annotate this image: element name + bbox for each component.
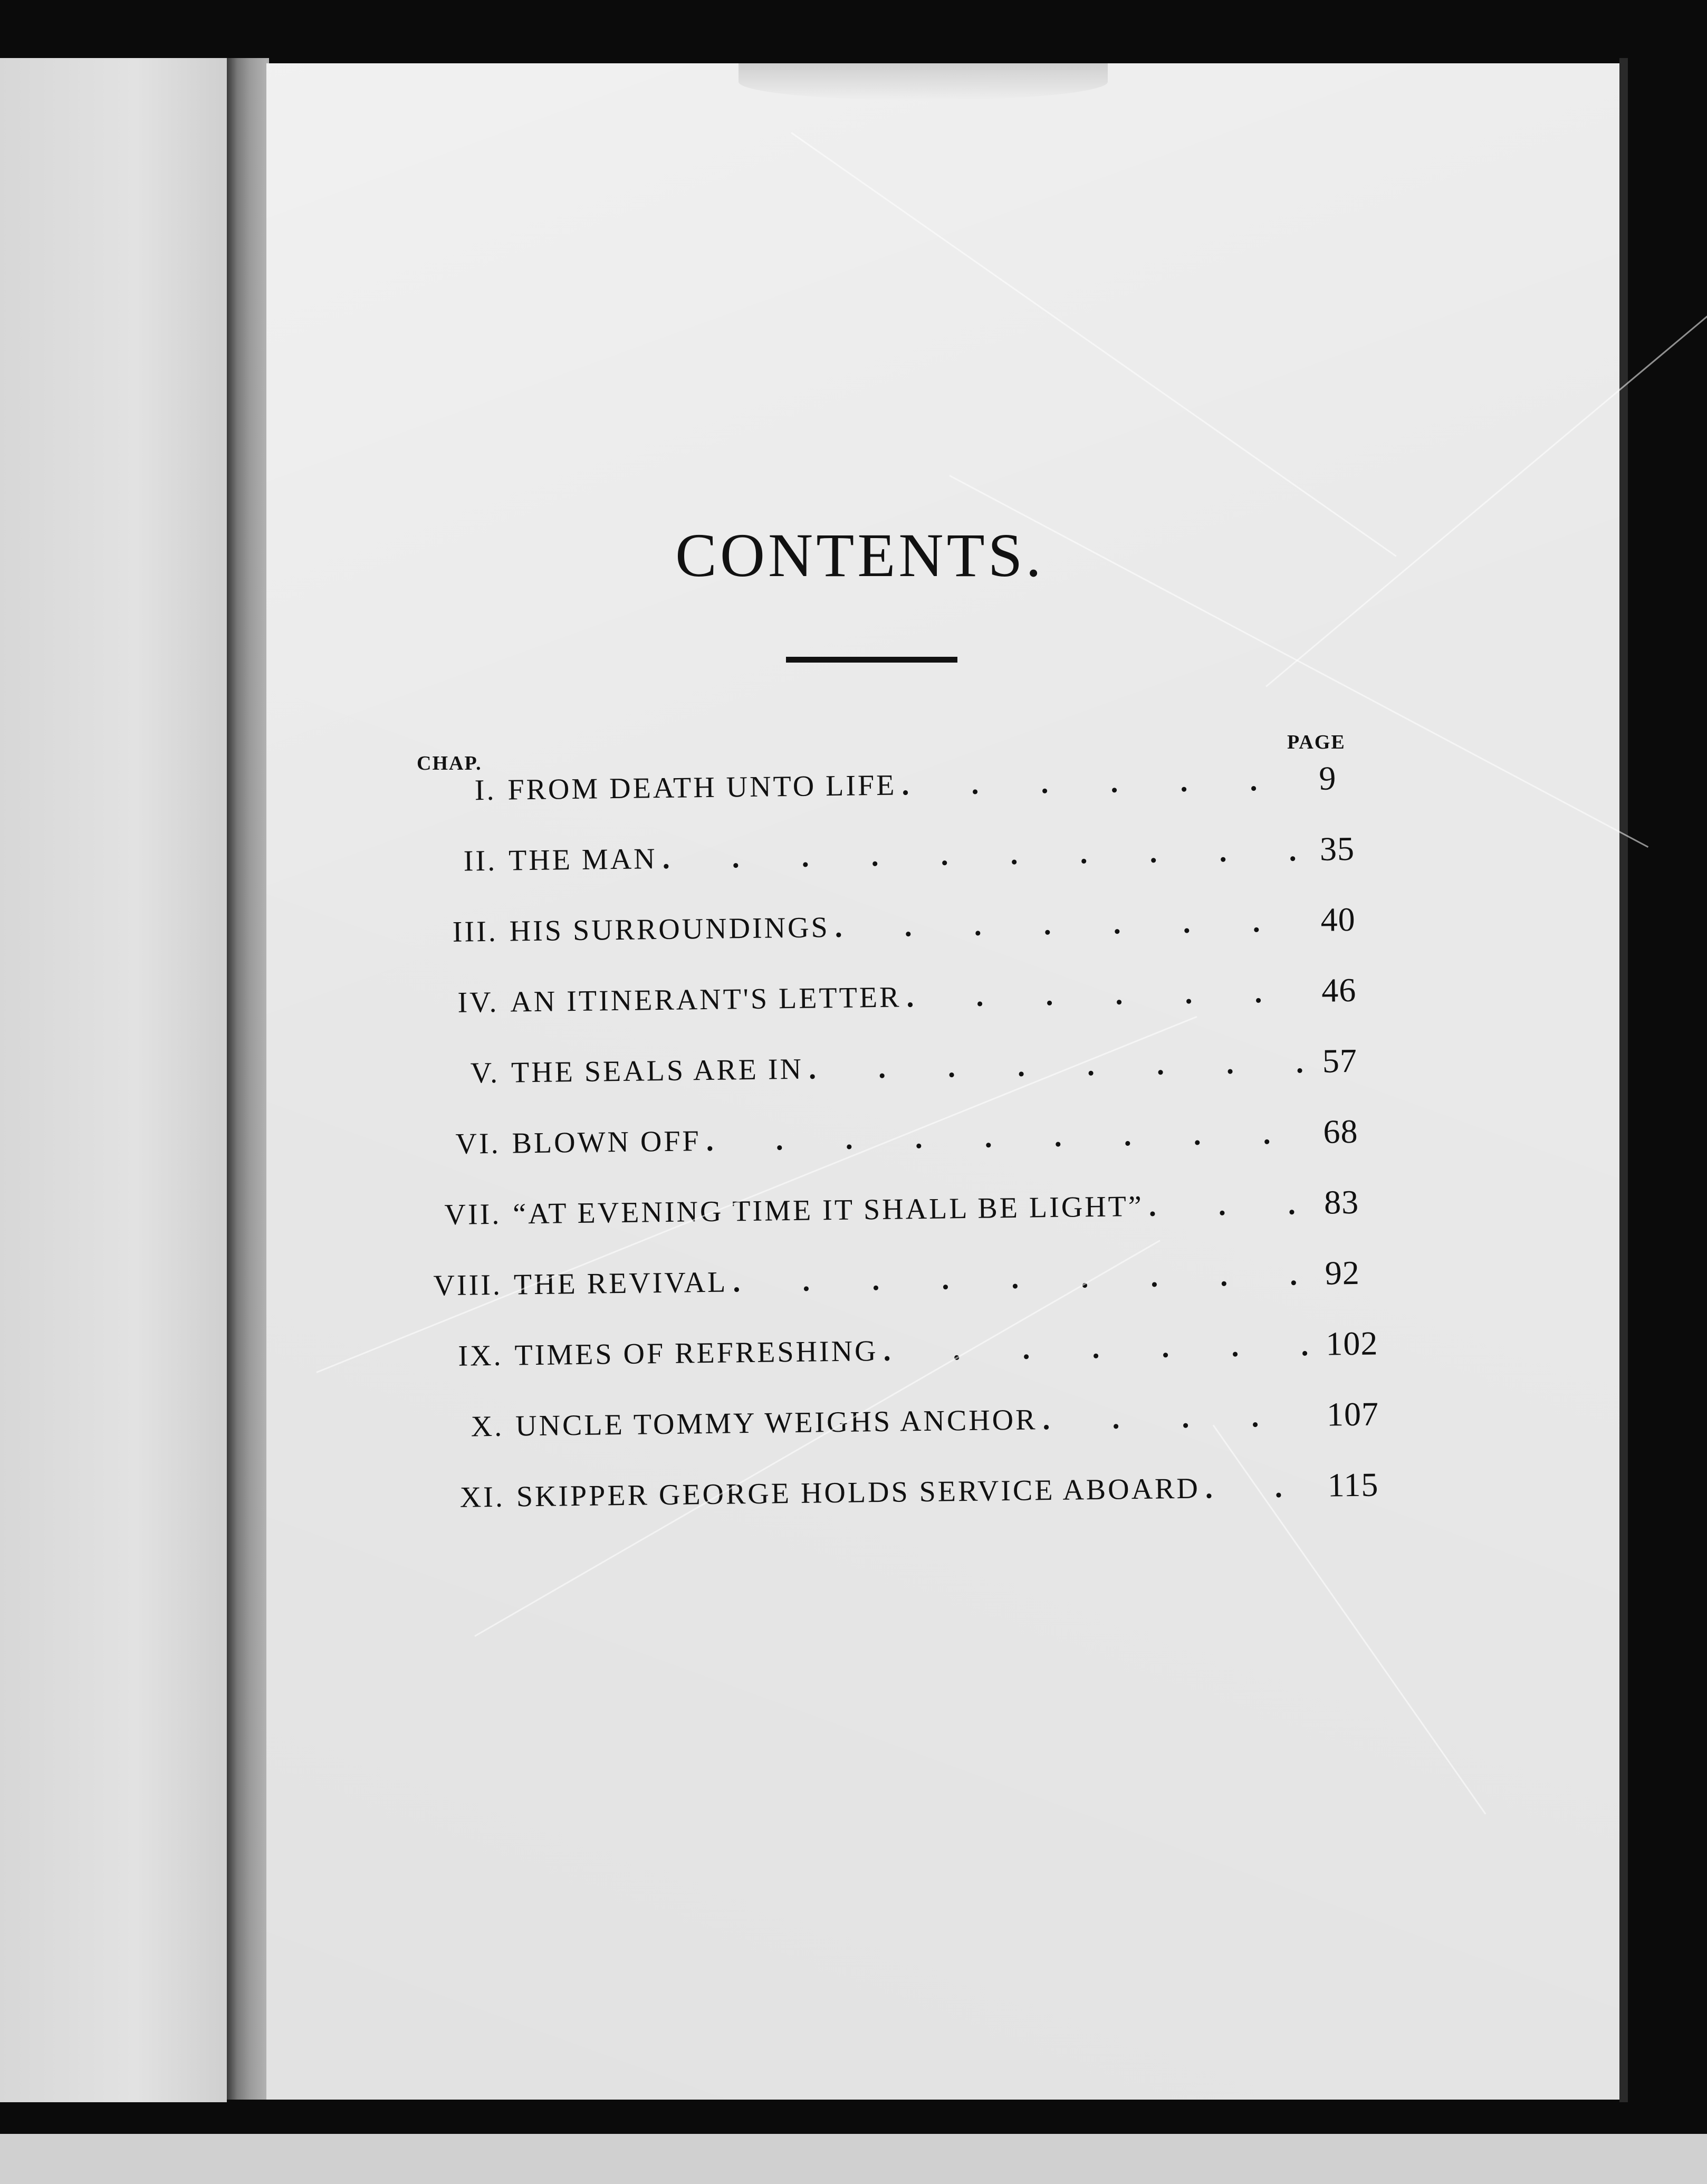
chapter-title: BLOWN OFF [512,1125,702,1160]
table-of-contents [401,758,1392,1548]
chapter-number: IX. [458,1339,503,1373]
left-page-strip [0,58,227,2115]
chapter-number: I. [474,773,496,807]
bottom-border [0,2102,1707,2134]
toc-entry [407,1253,1388,1336]
page-number: 115 [1327,1465,1379,1504]
dot-leader [906,975,1317,1014]
chapter-title: SKIPPER GEORGE HOLDS SERVICE ABOARD [516,1472,1201,1514]
chapter-title: TIMES OF REFRESHING [514,1335,878,1372]
page-number: 40 [1320,900,1356,938]
dot-leader [1205,1470,1322,1506]
chapter-number: VIII. [433,1268,503,1302]
page-number: 68 [1323,1112,1358,1151]
toc-entry [404,970,1385,1053]
chapter-title: THE REVIVAL [513,1266,728,1301]
chapter-number: VI. [455,1127,501,1161]
chapter-title: HIS SURROUNDINGS [509,911,830,948]
page-number: 9 [1318,759,1337,797]
next-page-strip [0,2134,1707,2184]
dot-leader [1148,1187,1319,1223]
toc-entry [402,829,1384,912]
dot-leader [1042,1400,1321,1436]
dot-leader [835,905,1316,944]
page-number: 102 [1325,1324,1378,1363]
toc-entry [401,758,1383,841]
dot-leader [662,834,1315,876]
chapter-number: X. [471,1410,504,1443]
page-column-label: PAGE [1287,731,1346,753]
chapter-number: V. [470,1056,500,1090]
chapter-title: THE MAN [508,842,657,877]
chapter-title: THE SEALS ARE IN [511,1052,804,1089]
page-number: 35 [1319,829,1355,868]
chapter-title: FROM DEATH UNTO LIFE [507,769,897,807]
toc-entry [409,1394,1390,1477]
dot-leader [706,1117,1318,1158]
dot-leader [733,1258,1320,1299]
toc-entry [405,1041,1386,1124]
page-edge [1619,58,1628,2105]
chapter-title: UNCLE TOMMY WEIGHS ANCHOR [515,1403,1038,1443]
book-gutter [227,58,269,2100]
chapter-number: XI. [459,1480,505,1514]
toc-entry [409,1465,1391,1548]
page-title: CONTENTS. [675,521,1044,590]
chapter-title: “AT EVENING TIME IT SHALL BE LIGHT” [512,1190,1144,1231]
page-number: 83 [1324,1183,1359,1221]
chapter-number: II. [463,844,497,878]
chapter-number: IV. [457,985,499,1019]
toc-entry [402,899,1384,982]
chapter-title: AN ITINERANT'S LETTER [510,981,902,1019]
title-rule [786,657,957,663]
page-fold [739,63,1108,100]
chapter-number: VII. [444,1198,502,1232]
toc-entry [405,1112,1387,1194]
toc-entry [406,1182,1388,1265]
chapter-column-label: CHAP. [417,752,482,774]
page-number: 92 [1325,1253,1360,1292]
page-number: 57 [1322,1041,1358,1080]
page-number: 46 [1321,971,1357,1009]
page-number: 107 [1326,1395,1379,1433]
dot-leader [902,763,1314,802]
toc-entry [408,1324,1389,1406]
chapter-number: III. [452,915,498,949]
dot-leader [809,1046,1318,1086]
